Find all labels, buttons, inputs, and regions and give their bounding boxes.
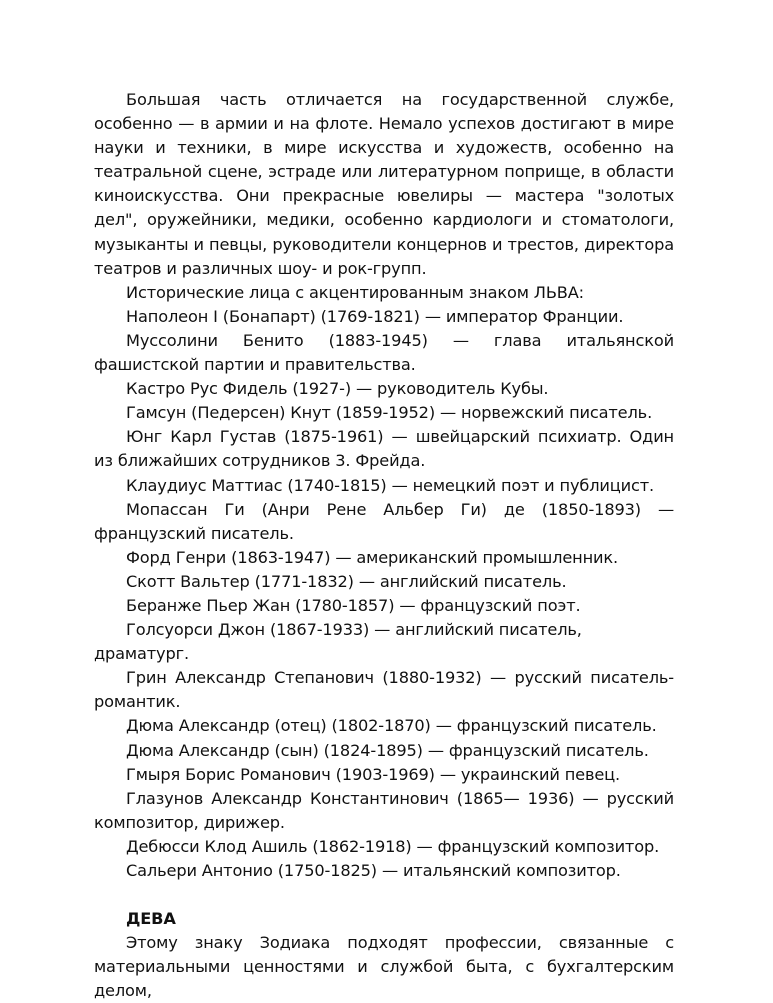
page-text xyxy=(94,88,674,1003)
paragraph-gmyrya: Гмыря Борис Романович (1903-1969) — украинский певец. xyxy=(126,764,621,784)
paragraph-debussy: Дебюсси Клод Ашиль (1862-1918) — французский композитор. xyxy=(126,836,660,856)
section-heading-virgo: ДЕВА xyxy=(126,909,176,929)
paragraph-hamsun: Гамсун (Педерсен) Кнут (1859-1952) — норвежский писатель. xyxy=(126,403,653,423)
paragraph-claudius: Клаудиус Маттиас (1740-1815) — немецкий поэт и публицист. xyxy=(126,475,655,495)
section-spacer xyxy=(94,883,674,907)
paragraph-maupassant: Мопассан Ги (Анри Рене Альбер Ги) де (1850-1893) — французский писатель. xyxy=(94,499,674,543)
paragraph-virgo: Этому знаку Зодиака подходят профессии, связанные с материальными ценностями и службой быта, с бухгалтерским делом, xyxy=(94,933,674,1001)
paragraph-napoleon: Наполеон I (Бонапарт) (1769-1821) — император Франции. xyxy=(126,306,624,326)
paragraph-castro: Кастро Рус Фидель (1927-) — руководитель Кубы. xyxy=(126,379,549,399)
paragraph-dumas-father: Дюма Александр (отец) (1802-1870) — французский писатель. xyxy=(126,716,657,736)
paragraph-salieri: Сальери Антонио (1750-1825) — итальянский композитор. xyxy=(126,861,621,880)
paragraph-intro: Большая часть отличается на государственной службе, особенно — в армии и на флоте. Немало успехов достигают в мире науки и техники, в мире искусства и художеств, особенно на театральной сцене, эстраде или литературном поприще, в области киноискусства. Они прекрасные ювелиры — мастера "золотых дел", оружейники, медики, особенно кардиологи и стоматологи, музыканты и певцы, руководители концернов и трестов, директора театров и различных шоу- и рок-групп. xyxy=(94,90,674,278)
paragraph-dumas-son: Дюма Александр (сын) (1824-1895) — французский писатель. xyxy=(126,740,649,760)
paragraph-grin: Грин Александр Степанович (1880-1932) — русский писатель-романтик. xyxy=(94,668,674,712)
paragraph-mussolini: Муссолини Бенито (1883-1945) — глава итальянской фашистской партии и правительства. xyxy=(94,330,674,375)
paragraph-beranger: Беранже Пьер Жан (1780-1857) — французский поэт. xyxy=(126,595,581,615)
paragraph-jung: Юнг Карл Густав (1875-1961) — швейцарский психиатр. Один из ближайших сотрудников 3. Фрейда. xyxy=(94,427,674,471)
paragraph-galsworthy: Голсуорси Джон (1867-1933) — английский писатель, драматург. xyxy=(94,620,582,664)
paragraph-historical-heading: Исторические лица с акцентированным знаком ЛЬВА: xyxy=(126,282,584,302)
paragraph-scott: Скотт Вальтер (1771-1832) — английский писатель. xyxy=(126,571,567,591)
paragraph-glazunov: Глазунов Александр Константинович (1865— 1936) — русский композитор, дирижер. xyxy=(94,788,674,832)
paragraph-ford: Форд Генри (1863-1947) — американский промышленник. xyxy=(126,547,619,567)
